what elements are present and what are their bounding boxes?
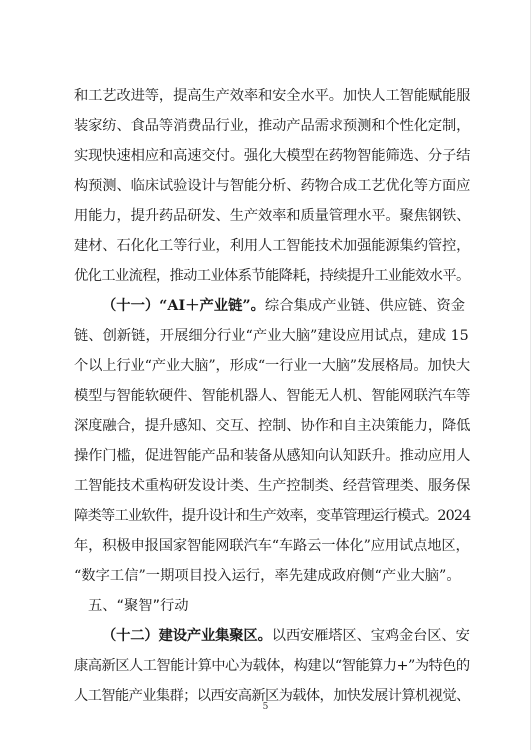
text-line [74, 268, 470, 284]
text-line [74, 538, 470, 554]
text-line [74, 208, 470, 224]
text-line [74, 658, 470, 674]
line-text: 康高新区人工智能计算中心为载体，构建以“智能算力+”为特色的 [74, 658, 470, 674]
text-line [74, 238, 470, 254]
line-text: 装家纺、食品等消费品行业，推动产品需求预测和个性化定制， [74, 118, 471, 134]
text-line [74, 358, 470, 374]
line-text: 操作门槛，促进智能产品和装备从感知向认知跃升。推动应用人 [74, 448, 471, 464]
text-line [74, 418, 470, 434]
text-line [74, 118, 470, 134]
text-line [74, 328, 470, 344]
line-text: 建材、石化化工等行业，利用人工智能技术加强能源集约管控， [74, 238, 471, 254]
text-line [74, 568, 470, 584]
line-text: 优化工业流程，推动工业体系节能降耗，持续提升工业能效水平。 [74, 268, 470, 284]
line-text: 构预测、临床试验设计与智能分析、药物合成工艺优化等方面应 [74, 178, 471, 194]
document-body [74, 88, 470, 718]
line-text: 实现快速相应和高速交付。强化大模型在药物智能筛选、分子结 [74, 148, 471, 164]
line-text: 以西安雁塔区、宝鸡金台区、安 [271, 628, 470, 644]
text-line [102, 628, 470, 644]
text-line [74, 148, 470, 164]
line-text: 个以上行业“产业大脑”，形成“一行业一大脑”发展格局。加快大 [74, 358, 470, 374]
line-text: 年，积极申报国家智能网联汽车“车路云一体化”应用试点地区， [74, 538, 470, 554]
line-text: “数字工信”一期项目投入运行，率先建成政府侧“产业大脑”。 [74, 568, 461, 584]
bold-lead: （十一）“AI＋产业链”。 [102, 298, 265, 314]
text-line [74, 88, 470, 104]
line-text: 深度融合，提升感知、交互、控制、协作和自主决策能力，降低 [74, 418, 471, 434]
line-text: 用能力，提升药品研发、生产效率和质量管理水平。聚焦钢铁、 [74, 208, 471, 224]
line-text: 障类等工业软件，提升设计和生产效率，变革管理运行模式。2024 [74, 508, 471, 524]
paragraph-block [74, 628, 470, 704]
page-number: 5 [262, 702, 269, 712]
text-line [74, 448, 470, 464]
paragraph-block [74, 88, 470, 584]
section-heading: 五、“聚智”行动 [88, 598, 189, 614]
bold-lead: （十二）建设产业集聚区。 [102, 628, 272, 644]
text-line [102, 298, 470, 314]
line-text: 链、创新链，开展细分行业“产业大脑”建设应用试点，建成 15 [74, 328, 469, 344]
line-text: 人工智能产业集群；以西安高新区为载体，加快发展计算机视觉、 [74, 688, 470, 704]
line-text: 工智能技术重构研发设计类、生产控制类、经营管理类、服务保 [74, 478, 471, 494]
line-text: 综合集成产业链、供应链、资金 [264, 298, 466, 314]
text-line [74, 178, 470, 194]
text-line [74, 388, 470, 404]
line-text: 和工艺改进等，提高生产效率和安全水平。加快人工智能赋能服 [74, 88, 471, 104]
text-line [74, 478, 470, 494]
line-text: 模型与智能软硬件、智能机器人、智能无人机、智能网联汽车等 [74, 388, 471, 404]
text-line [74, 508, 470, 524]
